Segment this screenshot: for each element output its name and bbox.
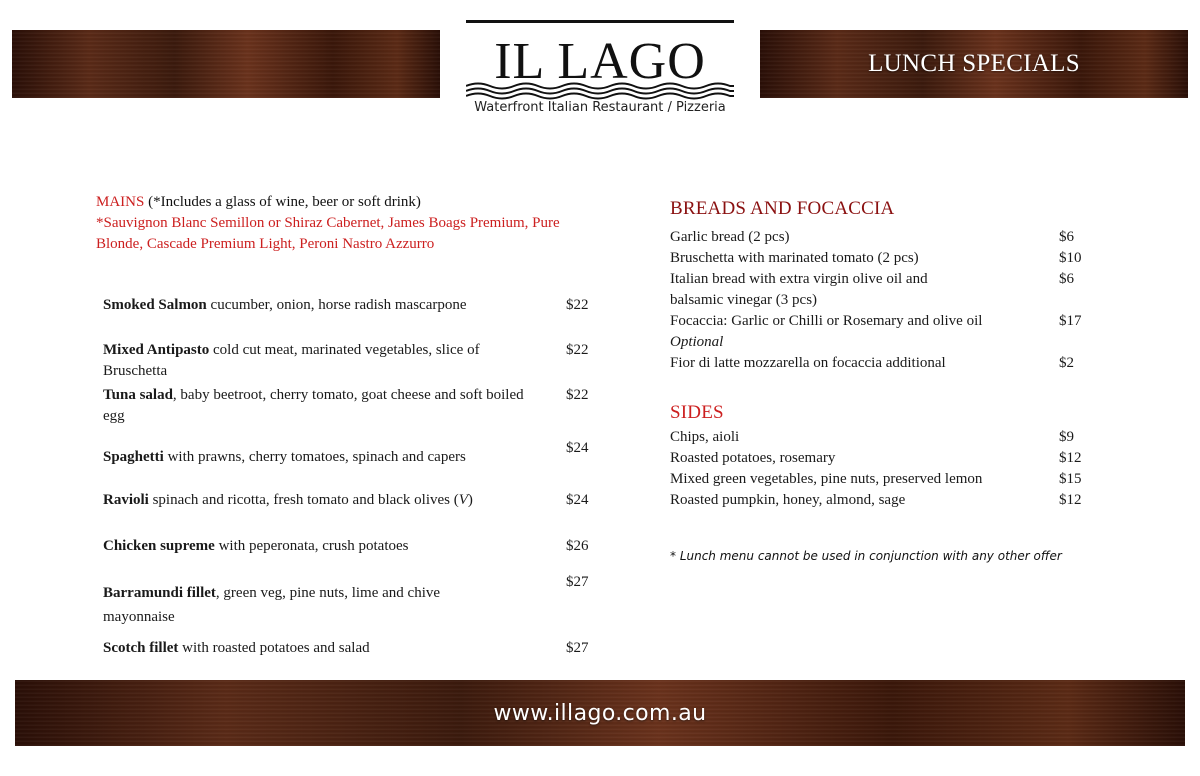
mains-label: MAINS xyxy=(96,194,145,210)
dish-name: Mixed Antipasto xyxy=(103,342,210,358)
bread-item: Garlic bread (2 pcs) xyxy=(670,229,790,245)
main-item-ravioli xyxy=(103,490,543,511)
dish-price: $22 xyxy=(566,342,589,358)
bread-price: $6 xyxy=(1059,229,1074,245)
side-price: $15 xyxy=(1059,471,1082,487)
side-item: Chips, aioli xyxy=(670,429,740,445)
bread-item: Focaccia: Garlic or Chilli or Rosemary and olive oil xyxy=(670,313,983,329)
vegetarian-mark: V xyxy=(458,492,468,508)
dish-price: $27 xyxy=(566,574,589,590)
logo-tagline: Waterfront Italian Restaurant / Pizzeria xyxy=(474,100,726,115)
dish-name: Ravioli xyxy=(103,492,149,508)
main-item-chicken-supreme xyxy=(103,536,543,557)
dish-desc: spinach and ricotta, fresh tomato and black olives ( xyxy=(148,492,459,508)
side-item: Roasted potatoes, rosemary xyxy=(670,450,836,466)
dish-desc-end: ) xyxy=(467,492,473,508)
side-price: $12 xyxy=(1059,492,1082,508)
dish-name: Spaghetti xyxy=(103,449,164,465)
main-item-barramundi xyxy=(103,581,503,629)
dish-price: $27 xyxy=(566,640,589,656)
side-item: Mixed green vegetables, pine nuts, preserved lemon xyxy=(670,471,983,487)
dish-desc: cucumber, onion, horse radish mascarpone xyxy=(206,297,467,313)
il-lago-logo xyxy=(466,20,734,120)
website-link[interactable]: www.illago.com.au xyxy=(493,700,707,726)
bread-optional-label: Optional xyxy=(670,334,724,350)
dish-desc: , baby beetroot, cherry tomato, goat cheese and soft boiled egg xyxy=(103,387,524,424)
main-item-spaghetti xyxy=(103,447,543,468)
lunch-specials-title: LUNCH SPECIALS xyxy=(868,50,1080,77)
dish-price: $24 xyxy=(566,440,589,456)
main-item-mixed-antipasto xyxy=(103,340,543,382)
dish-desc: with peperonata, crush potatoes xyxy=(214,538,409,554)
dish-desc: with prawns, cherry tomatoes, spinach and capers xyxy=(163,449,466,465)
dish-desc: , green veg, pine nuts, lime and chive mayonnaise xyxy=(103,585,441,625)
footer-wood-band xyxy=(15,680,1185,746)
breads-section-title: BREADS AND FOCACCIA xyxy=(670,198,895,219)
main-item-smoked-salmon xyxy=(103,295,543,316)
dish-price: $26 xyxy=(566,538,589,554)
dish-name: Tuna salad xyxy=(103,387,173,403)
header-wood-band-right xyxy=(760,30,1188,98)
bread-item: Italian bread with extra virgin olive oil and balsamic vinegar (3 pcs) xyxy=(670,271,928,308)
dish-name: Chicken supreme xyxy=(103,538,215,554)
dish-name: Barramundi fillet xyxy=(103,585,216,601)
dish-desc: cold cut meat, marinated vegetables, slice of Bruschetta xyxy=(103,342,480,379)
bread-price: $10 xyxy=(1059,250,1082,266)
mains-includes: (*Includes a glass of wine, beer or soft drink) xyxy=(148,194,421,210)
dish-name: Scotch fillet xyxy=(103,640,179,656)
main-item-scotch-fillet xyxy=(103,638,543,659)
side-item: Roasted pumpkin, honey, almond, sage xyxy=(670,492,906,508)
dish-desc: with roasted potatoes and salad xyxy=(178,640,370,656)
dish-name: Smoked Salmon xyxy=(103,297,207,313)
dish-price: $24 xyxy=(566,492,589,508)
mains-heading xyxy=(96,192,616,213)
bread-price: $17 xyxy=(1059,313,1082,329)
header-wood-band-left xyxy=(12,30,440,98)
sides-section-title: SIDES xyxy=(670,402,724,423)
bread-item: Fior di latte mozzarella on focaccia additional xyxy=(670,355,946,371)
side-price: $9 xyxy=(1059,429,1074,445)
side-price: $12 xyxy=(1059,450,1082,466)
dish-price: $22 xyxy=(566,387,589,403)
mains-drinks-note: *Sauvignon Blanc Semillon or Shiraz Cabernet, James Boags Premium, Pure Blonde, Cascade Premium Light, Peroni Nastro Azzurro xyxy=(96,215,560,252)
dish-price: $22 xyxy=(566,297,589,313)
bread-price: $2 xyxy=(1059,355,1074,371)
bread-price: $6 xyxy=(1059,271,1074,287)
logo-wordmark: IL LAGO xyxy=(494,33,706,90)
lunch-menu-note: * Lunch menu cannot be used in conjunction with any other offer xyxy=(670,549,1062,563)
bread-item: Bruschetta with marinated tomato (2 pcs) xyxy=(670,250,919,266)
main-item-tuna-salad xyxy=(103,385,543,427)
